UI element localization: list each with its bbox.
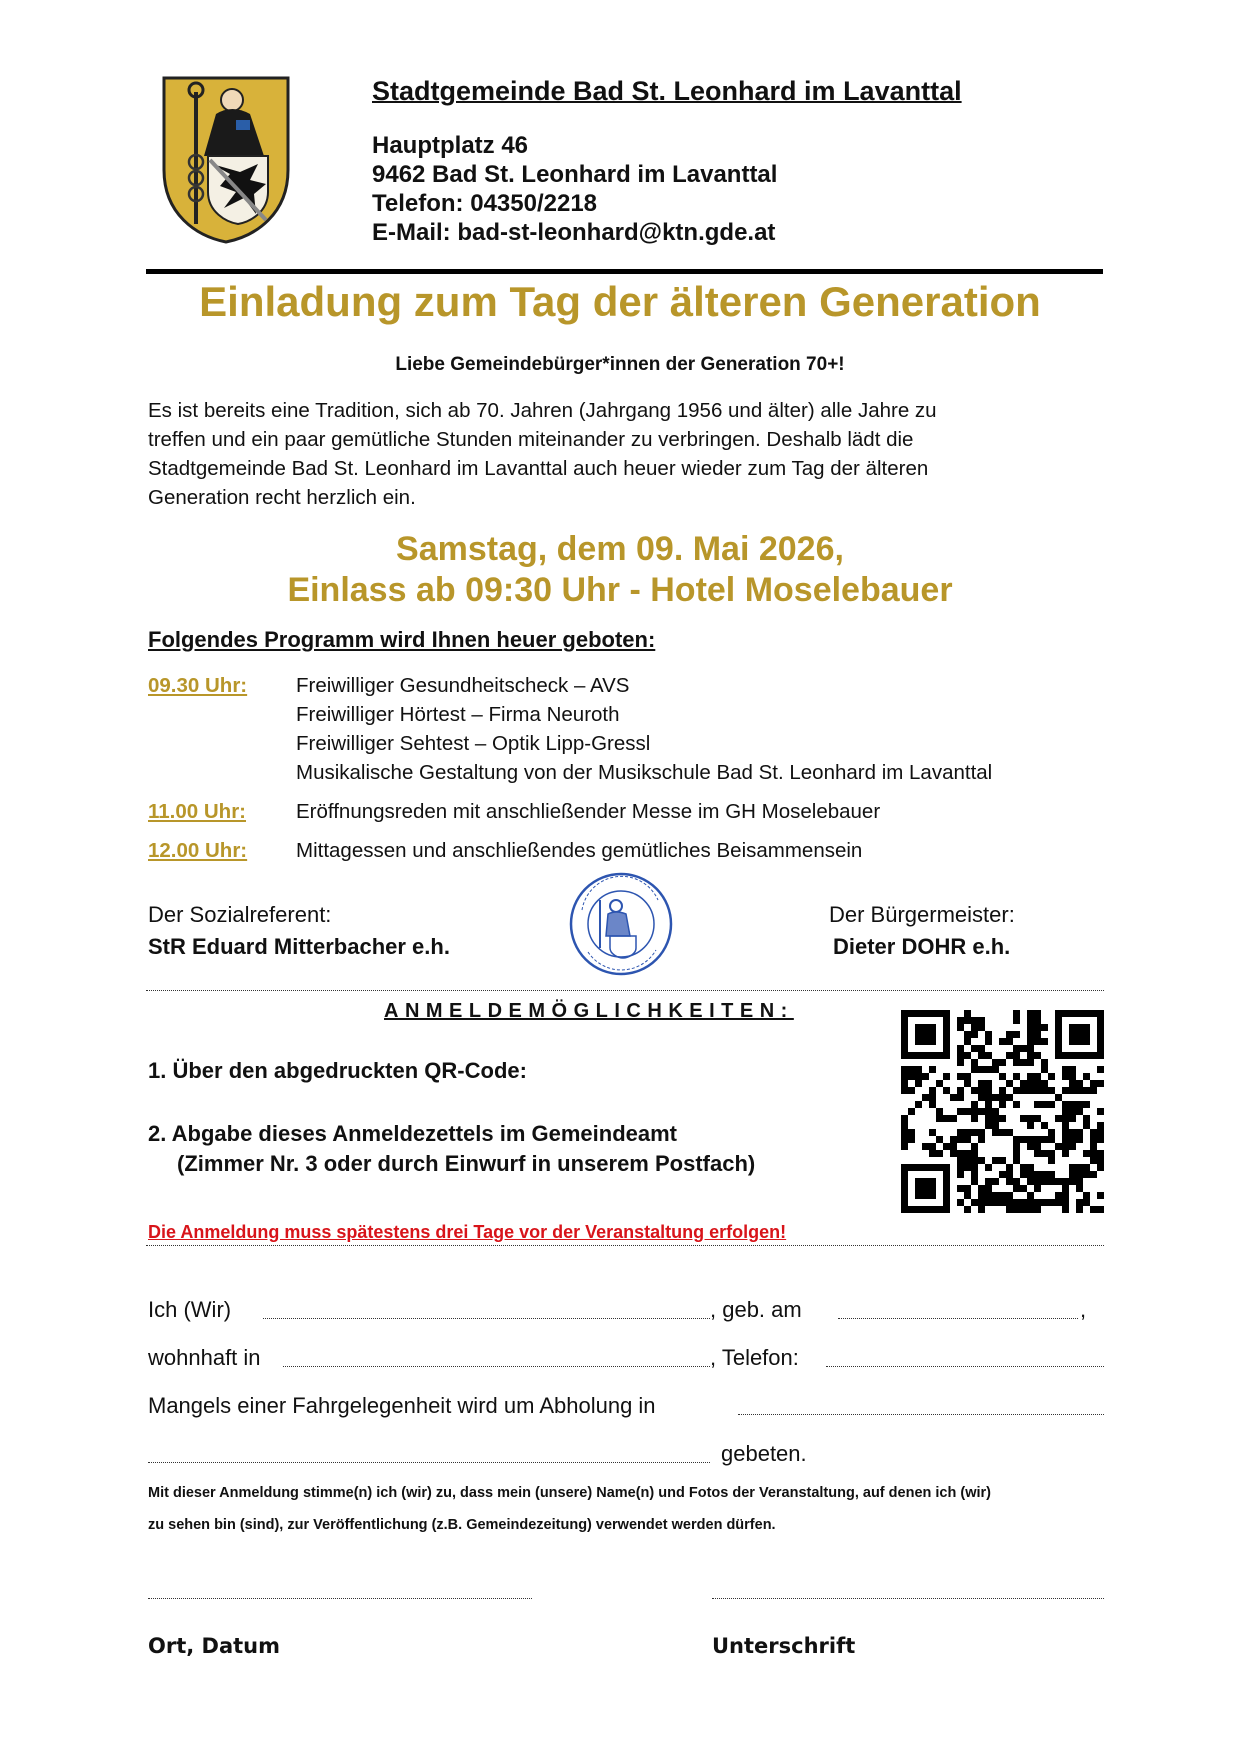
name-label: Ich (Wir) <box>148 1297 232 1322</box>
coat-of-arms-icon <box>160 74 292 244</box>
program-time: 11.00 Uhr: <box>148 800 246 823</box>
address-street: Hauptplatz 46 <box>372 132 529 159</box>
birthdate-trailing-comma: , <box>1080 1297 1087 1322</box>
registration-option-office-detail: (Zimmer Nr. 3 oder durch Einwurf in unserem Postfach) <box>177 1151 756 1176</box>
place-date-label: Ort, Datum <box>148 1634 281 1658</box>
registration-deadline-notice: Die Anmeldung muss spätestens drei Tage vor der Veranstaltung erfolgen! <box>148 1222 787 1242</box>
program-item: Mittagessen und anschließendes gemütliches Beisammensein <box>296 839 863 862</box>
social-referee-name: StR Eduard Mitterbacher e.h. <box>148 934 450 959</box>
section-divider <box>146 990 1104 991</box>
organization-name: Stadtgemeinde Bad St. Leonhard im Lavanttal <box>372 76 962 106</box>
intro-paragraph <box>148 396 1078 512</box>
name-field[interactable] <box>263 1318 710 1319</box>
address-phone: Telefon: 04350/2218 <box>372 190 598 217</box>
place-date-field[interactable] <box>148 1598 532 1599</box>
intro-line: Stadtgemeinde Bad St. Leonhard im Lavanttal auch heuer wieder zum Tag der älteren <box>148 457 929 480</box>
mayor-role: Der Bürgermeister: <box>829 902 1015 927</box>
program-item: Freiwilliger Gesundheitscheck – AVS <box>296 674 630 697</box>
program-item: Freiwilliger Sehtest – Optik Lipp-Gressl <box>296 732 651 755</box>
residence-label: wohnhaft in <box>148 1345 261 1370</box>
consent-text-line: zu sehen bin (sind), zur Veröffentlichung (z.B. Gemeindezeitung) verwendet werden dürfen. <box>148 1517 776 1533</box>
mayor-name: Dieter DOHR e.h. <box>833 934 1011 959</box>
registration-heading: ANMELDEMÖGLICHKEITEN: <box>384 1000 794 1022</box>
phone-label: , Telefon: <box>710 1345 799 1370</box>
residence-field[interactable] <box>283 1366 710 1367</box>
program-item: Eröffnungsreden mit anschließender Messe im GH Moselebauer <box>296 800 881 823</box>
birthdate-field[interactable] <box>838 1318 1078 1319</box>
program-heading: Folgendes Programm wird Ihnen heuer geboten: <box>148 627 656 652</box>
pickup-label: Mangels einer Fahrgelegenheit wird um Abholung in <box>148 1393 656 1418</box>
registration-option-qr: 1. Über den abgedruckten QR-Code: <box>148 1058 527 1083</box>
signature-label: Unterschrift <box>712 1634 856 1658</box>
intro-line: treffen und ein paar gemütliche Stunden miteinander zu verbringen. Deshalb lädt die <box>148 428 914 451</box>
header-divider <box>146 269 1103 274</box>
intro-line: Generation recht herzlich ein. <box>148 486 416 509</box>
event-venue: Einlass ab 09:30 Uhr - Hotel Moselebauer <box>287 571 953 609</box>
social-referee-role: Der Sozialreferent: <box>148 902 332 927</box>
intro-line: Es ist bereits eine Tradition, sich ab 70. Jahren (Jahrgang 1956 und älter) alle Jahre zu <box>148 399 937 422</box>
pickup-location-field-continued[interactable] <box>148 1462 710 1463</box>
event-date: Samstag, dem 09. Mai 2026, <box>396 530 844 568</box>
birthdate-label: , geb. am <box>710 1297 802 1322</box>
official-seal-icon <box>566 870 676 978</box>
form-divider <box>146 1245 1104 1246</box>
program-time: 09.30 Uhr: <box>148 674 248 697</box>
consent-text-line: Mit dieser Anmeldung stimme(n) ich (wir) zu, dass mein (unsere) Name(n) und Fotos der Veranstaltung, auf denen ich (wir) <box>148 1485 991 1501</box>
phone-field[interactable] <box>826 1366 1104 1367</box>
program-item: Musikalische Gestaltung von der Musikschule Bad St. Leonhard im Lavanttal <box>296 761 993 784</box>
requested-label: gebeten. <box>721 1441 807 1466</box>
program-item: Freiwilliger Hörtest – Firma Neuroth <box>296 703 620 726</box>
registration-option-office: 2. Abgabe dieses Anmeldezettels im Gemeindeamt <box>148 1121 677 1146</box>
pickup-location-field[interactable] <box>738 1414 1104 1415</box>
address-email: E-Mail: bad-st-leonhard@ktn.gde.at <box>372 219 776 246</box>
page-title: Einladung zum Tag der älteren Generation <box>199 278 1041 325</box>
signature-field[interactable] <box>712 1598 1104 1599</box>
address-city: 9462 Bad St. Leonhard im Lavanttal <box>372 161 778 188</box>
program-time: 12.00 Uhr: <box>148 839 248 862</box>
qr-code-icon[interactable] <box>901 1010 1104 1213</box>
greeting: Liebe Gemeindebürger*innen der Generation 70+! <box>395 354 845 375</box>
